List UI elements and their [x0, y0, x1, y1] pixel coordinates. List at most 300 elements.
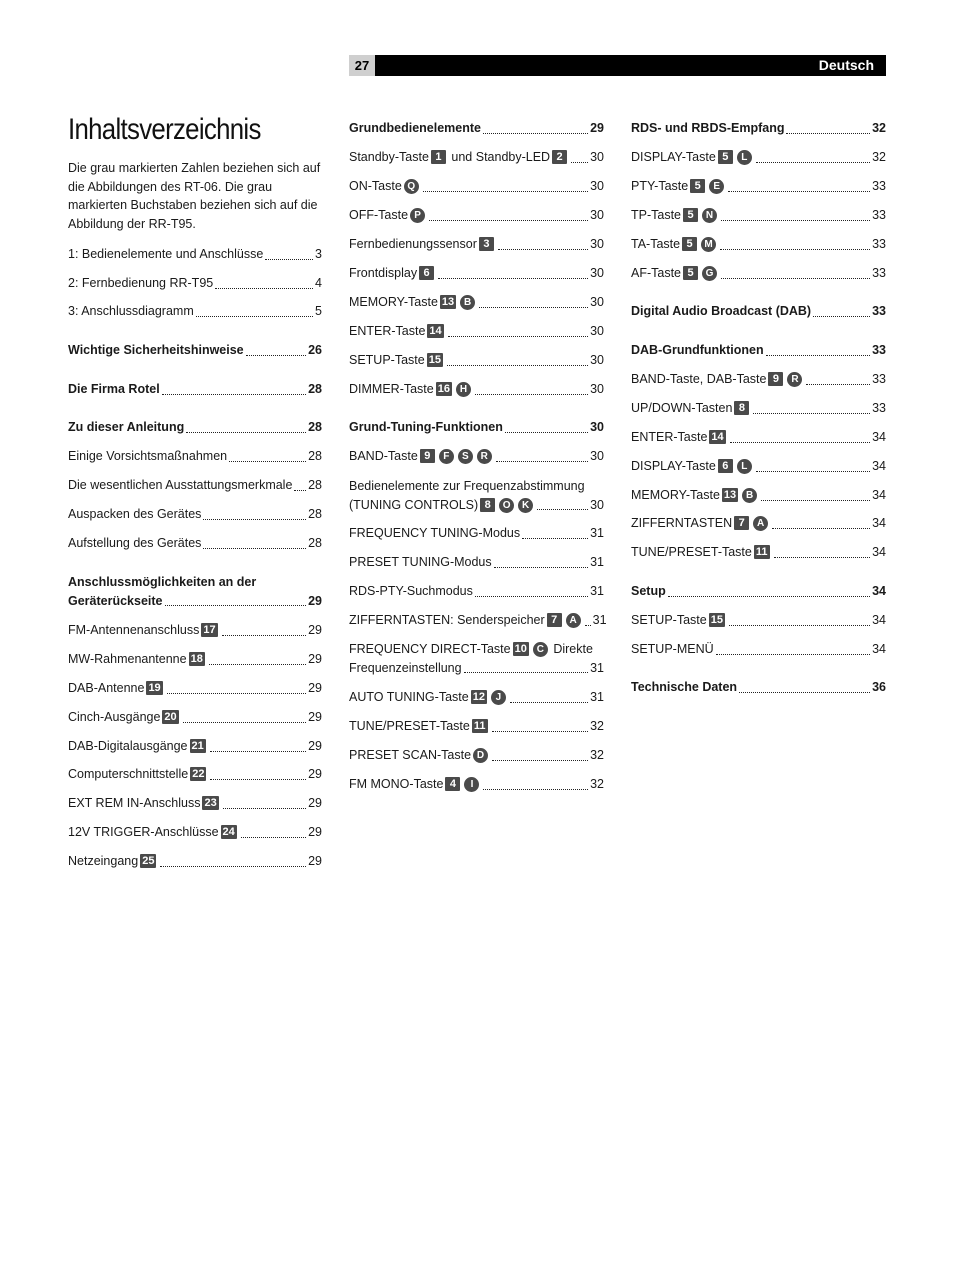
dot-leader	[246, 355, 306, 356]
dot-leader	[571, 162, 588, 163]
toc-entry[interactable]	[349, 235, 604, 254]
toc-entry-text: Anschlussmöglichkeiten an der	[68, 575, 257, 589]
toc-entry-text: DIMMER-Taste	[349, 382, 434, 396]
dot-leader	[716, 654, 870, 655]
toc-page-number: 28	[308, 507, 322, 521]
toc-page-number: 32	[590, 777, 604, 791]
dot-leader	[766, 355, 870, 356]
toc-entry-text: Die wesentlichen Ausstattungsmerkmale	[68, 478, 293, 492]
toc-entry-text: Zu dieser Anleitung	[68, 420, 185, 434]
toc-entry[interactable]	[631, 457, 886, 476]
figure-letter-badge: N	[702, 208, 717, 223]
toc-entry-text: Computerschnittstelle	[68, 767, 189, 781]
toc-entry-text: Grundbedienelemente	[349, 121, 481, 135]
toc-entry-text: TUNE/PRESET-Taste	[349, 719, 470, 733]
toc-entry[interactable]	[349, 746, 604, 765]
toc-entry-text: TP-Taste	[631, 208, 682, 222]
toc-entry[interactable]	[631, 486, 886, 505]
toc-entry-label	[68, 852, 158, 871]
dot-leader	[492, 731, 589, 732]
toc-entry[interactable]	[349, 322, 604, 341]
toc-page-number: 30	[590, 353, 604, 367]
toc-entry-text: Grund-Tuning-Funktionen	[349, 420, 503, 434]
figure-number-badge: 11	[755, 546, 768, 558]
dot-leader	[210, 751, 306, 752]
dot-leader	[294, 490, 306, 491]
toc-entry-text: 2: Fernbedienung RR-T95	[68, 276, 214, 290]
toc-page-number: 29	[308, 767, 322, 781]
toc-entry-label	[68, 650, 207, 669]
toc-page-number: 28	[308, 536, 322, 550]
toc-entry[interactable]	[631, 206, 886, 225]
toc-entry-text: 1: Bedienelemente und Anschlüsse	[68, 247, 264, 261]
toc-entry-label	[349, 293, 477, 312]
dot-leader	[475, 596, 588, 597]
toc-entry-text: DAB-Antenne	[68, 681, 145, 695]
toc-entry-text: Einige Vorsichtsmaßnahmen	[68, 449, 228, 463]
toc-page-number: 32	[872, 150, 886, 164]
toc-entry-label	[349, 775, 481, 794]
dot-leader	[483, 133, 588, 134]
dot-leader	[537, 509, 588, 510]
toc-entry-text: DAB-Grundfunktionen	[631, 343, 764, 357]
toc-page-number: 28	[308, 420, 322, 434]
dot-leader	[429, 220, 588, 221]
toc-entry-label	[631, 119, 784, 138]
toc-entry[interactable]	[68, 573, 322, 610]
figure-number-badge: 24	[222, 826, 235, 838]
dot-leader	[494, 567, 588, 568]
toc-entry[interactable]	[349, 119, 604, 138]
toc-entry-label	[68, 418, 184, 437]
toc-entry[interactable]	[68, 679, 322, 698]
toc-page-number: 30	[590, 150, 604, 164]
dot-leader	[786, 133, 870, 134]
toc-page-number: 32	[872, 121, 886, 135]
toc-page-number: 30	[590, 237, 604, 251]
figure-number-badge: 12	[472, 691, 485, 703]
toc-entry-label	[631, 640, 714, 659]
toc-entry[interactable]	[68, 341, 322, 360]
toc-entry[interactable]	[68, 380, 322, 399]
toc-entry-label	[349, 380, 473, 399]
dot-leader	[721, 278, 870, 279]
dot-leader	[756, 162, 870, 163]
toc-entry[interactable]	[631, 640, 886, 659]
toc-page-number: 29	[308, 681, 322, 695]
dot-leader	[728, 191, 870, 192]
toc-page-number: 33	[872, 343, 886, 357]
toc-entry-label	[349, 119, 481, 138]
toc-entry-label	[631, 302, 811, 321]
toc-entry[interactable]	[631, 514, 886, 533]
toc-page-number: 28	[308, 449, 322, 463]
toc-page-number: 31	[590, 584, 604, 598]
page-title: Inhaltsverzeichnis	[68, 113, 261, 146]
dot-leader	[720, 249, 870, 250]
dot-leader	[448, 336, 588, 337]
toc-entry[interactable]	[349, 611, 607, 630]
toc-entry[interactable]	[349, 351, 604, 370]
dot-leader	[203, 548, 306, 549]
toc-entry[interactable]	[68, 245, 322, 264]
toc-entry[interactable]	[68, 794, 322, 813]
figure-letter-badge: K	[518, 498, 533, 513]
toc-entry[interactable]	[68, 302, 322, 321]
toc-page-number: 30	[590, 420, 604, 434]
toc-page-number: 34	[872, 430, 886, 444]
toc-entry-text: 12V TRIGGER-Anschlüsse	[68, 825, 219, 839]
toc-entry-text: ZIFFERNTASTEN: Senderspeicher	[349, 613, 545, 627]
toc-entry-label	[68, 737, 208, 756]
figure-number-badge: 14	[711, 431, 724, 443]
toc-entry[interactable]	[68, 447, 322, 466]
dot-leader	[438, 278, 588, 279]
figure-letter-badge: B	[460, 295, 475, 310]
toc-page-number: 29	[308, 739, 322, 753]
toc-entry-text: FM MONO-Taste	[349, 777, 444, 791]
toc-entry-label	[631, 543, 772, 562]
dot-leader	[496, 461, 588, 462]
toc-entry-text: (TUNING CONTROLS)	[349, 497, 479, 512]
toc-page-number: 26	[308, 343, 322, 357]
toc-entry-line	[349, 640, 604, 659]
toc-entry[interactable]	[349, 447, 604, 466]
toc-entry-text: Wichtige Sicherheitshinweise	[68, 343, 244, 357]
toc-entry[interactable]	[68, 852, 322, 871]
toc-entry-label	[68, 341, 244, 360]
toc-page-number: 29	[308, 623, 322, 637]
toc-entry-label	[68, 505, 201, 524]
toc-entry[interactable]	[68, 765, 322, 784]
toc-entry[interactable]	[631, 611, 886, 630]
dot-leader	[464, 672, 589, 673]
toc-entry[interactable]	[349, 717, 604, 736]
dot-leader	[222, 635, 307, 636]
toc-entry[interactable]	[68, 621, 322, 640]
toc-page-number: 30	[590, 382, 604, 396]
toc-entry-label	[349, 553, 492, 572]
toc-entry[interactable]	[349, 293, 604, 312]
toc-entry[interactable]	[68, 505, 322, 524]
toc-page-number: 29	[308, 825, 322, 839]
dot-leader	[167, 693, 306, 694]
figure-number-badge: 11	[473, 720, 486, 732]
toc-page-number: 33	[872, 304, 886, 318]
toc-entry-label	[68, 447, 227, 466]
figure-number-badge: 3	[479, 237, 494, 251]
toc-page-number: 4	[315, 276, 322, 290]
figure-letter-badge: D	[473, 748, 488, 763]
toc-entry[interactable]	[349, 477, 604, 514]
dot-leader	[498, 249, 588, 250]
toc-entry-label	[68, 380, 160, 399]
toc-entry-text: EXT REM IN-Anschluss	[68, 796, 201, 810]
toc-entry[interactable]	[68, 534, 322, 553]
toc-entry-text: Direkte	[553, 642, 593, 656]
toc-entry[interactable]	[631, 582, 886, 601]
toc-page-number: 34	[872, 584, 886, 598]
figure-number-badge: 21	[191, 740, 204, 752]
toc-entry-label	[349, 177, 421, 196]
figure-letter-badge: G	[702, 266, 717, 281]
toc-entry-label	[349, 148, 569, 167]
toc-entry-line	[68, 573, 322, 592]
toc-entry-label	[349, 322, 446, 341]
figure-number-badge: 13	[723, 489, 737, 501]
toc-entry-text: TA-Taste	[631, 237, 681, 251]
toc-entry-text: Frequenzeinstellung	[349, 660, 462, 675]
dot-leader	[210, 779, 306, 780]
toc-entry-label	[68, 476, 292, 495]
toc-page-number: 28	[308, 478, 322, 492]
toc-entry-label	[349, 688, 508, 707]
toc-page-number: 34	[872, 642, 886, 656]
figure-number-badge: 7	[734, 516, 749, 530]
toc-entry-text: Setup	[631, 584, 666, 598]
figure-number-badge: 25	[142, 855, 155, 867]
toc-page-number: 31	[590, 690, 604, 704]
toc-page-number: 30	[590, 295, 604, 309]
toc-entry-label	[349, 418, 503, 437]
toc-entry-label	[631, 486, 759, 505]
toc-entry[interactable]	[631, 678, 886, 697]
toc-entry-label	[68, 621, 220, 640]
figure-number-badge: 19	[148, 682, 161, 694]
dot-leader	[479, 307, 588, 308]
toc-entry[interactable]	[349, 206, 604, 225]
toc-entry-text: ENTER-Taste	[631, 430, 708, 444]
toc-page-number: 30	[590, 449, 604, 463]
toc-entry-label	[631, 370, 804, 389]
toc-entry[interactable]	[68, 708, 322, 727]
toc-entry-label	[349, 496, 535, 515]
toc-entry[interactable]	[631, 370, 886, 389]
dot-leader	[774, 557, 871, 558]
toc-page-number: 29	[308, 593, 322, 608]
toc-entry-label	[349, 611, 583, 630]
toc-page-number: 34	[872, 516, 886, 530]
toc-entry-label	[631, 399, 751, 418]
toc-entry-label	[68, 274, 213, 293]
toc-entry-label	[349, 264, 436, 283]
toc-page-number: 33	[872, 237, 886, 251]
toc-entry-text: DISPLAY-Taste	[631, 459, 716, 473]
toc-page-number: 32	[590, 748, 604, 762]
toc-entry-text: Bedienelemente zur Frequenzabstimmung	[349, 479, 585, 493]
toc-entry-text: DISPLAY-Taste	[631, 150, 716, 164]
toc-entry-label	[68, 534, 201, 553]
toc-entry[interactable]	[631, 341, 886, 360]
toc-page-number: 34	[872, 488, 886, 502]
toc-entry-text: TUNE/PRESET-Taste	[631, 545, 752, 559]
toc-entry[interactable]	[349, 553, 604, 572]
toc-entry-label	[349, 659, 462, 678]
toc-page-number: 33	[872, 179, 886, 193]
dot-leader	[423, 191, 588, 192]
toc-page-number: 36	[872, 680, 886, 694]
toc-entry-text: Fernbedienungssensor	[349, 237, 477, 251]
toc-entry[interactable]	[631, 543, 886, 562]
dot-leader	[772, 528, 870, 529]
toc-entry-text: PRESET SCAN-Taste	[349, 748, 472, 762]
toc-entry[interactable]	[68, 418, 322, 437]
dot-leader	[813, 316, 870, 317]
dot-leader	[753, 413, 870, 414]
toc-entry[interactable]	[349, 418, 604, 437]
figure-letter-badge: I	[464, 777, 479, 792]
toc-entry-label	[349, 447, 494, 466]
figure-letter-badge: O	[499, 498, 514, 513]
toc-entry-label	[349, 746, 490, 765]
dot-leader	[483, 789, 588, 790]
toc-page-number: 32	[590, 719, 604, 733]
toc-page-number: 3	[315, 247, 322, 261]
toc-page-number: 33	[872, 401, 886, 415]
toc-entry-text: RDS- und RBDS-Empfang	[631, 121, 785, 135]
toc-entry[interactable]	[349, 524, 604, 543]
toc-page-number: 33	[872, 208, 886, 222]
figure-letter-badge: J	[491, 690, 506, 705]
toc-entry-text: ON-Taste	[349, 179, 402, 193]
dot-leader	[806, 384, 870, 385]
toc-entry-label	[631, 235, 718, 254]
toc-page-number: 30	[590, 208, 604, 222]
toc-entry[interactable]	[631, 235, 886, 254]
toc-page-number: 31	[590, 660, 604, 675]
toc-entry-text: SETUP-MENÜ	[631, 642, 714, 656]
toc-page-number: 34	[872, 545, 886, 559]
figure-letter-badge: Q	[404, 179, 419, 194]
dot-leader	[186, 432, 306, 433]
toc-entry-label	[349, 582, 473, 601]
toc-page-number: 34	[872, 459, 886, 473]
toc-entry[interactable]	[68, 650, 322, 669]
figure-number-badge: 14	[429, 325, 442, 337]
toc-entry[interactable]	[631, 399, 886, 418]
figure-letter-badge: A	[753, 516, 768, 531]
dot-leader	[756, 471, 870, 472]
figure-number-badge: 2	[552, 150, 567, 164]
toc-entry[interactable]	[349, 688, 604, 707]
toc-entry-text: Geräterückseite	[68, 593, 163, 608]
toc-page-number: 5	[315, 304, 322, 318]
figure-letter-badge: M	[701, 237, 716, 252]
figure-letter-badge: L	[737, 150, 752, 165]
figure-number-badge: 1	[431, 150, 446, 164]
dot-leader	[203, 519, 306, 520]
toc-entry[interactable]	[631, 119, 886, 138]
toc-entry-label	[631, 678, 737, 697]
toc-entry[interactable]	[631, 428, 886, 447]
figure-number-badge: 7	[547, 613, 562, 627]
toc-entry-label	[631, 148, 754, 167]
toc-entry[interactable]	[349, 380, 604, 399]
toc-entry-text: UP/DOWN-Tasten	[631, 401, 733, 415]
toc-entry[interactable]	[68, 823, 322, 842]
toc-page-number: 34	[872, 613, 886, 627]
toc-page-number: 30	[590, 266, 604, 280]
toc-entry-label	[631, 264, 719, 283]
figure-letter-badge: F	[439, 449, 454, 464]
toc-entry-label	[631, 514, 770, 533]
toc-entry[interactable]	[631, 177, 886, 196]
toc-entry[interactable]	[68, 737, 322, 756]
toc-entry[interactable]	[68, 476, 322, 495]
figure-number-badge: 5	[718, 150, 733, 164]
figure-number-badge: 9	[420, 449, 435, 463]
toc-entry[interactable]	[349, 177, 604, 196]
dot-leader	[160, 866, 306, 867]
figure-letter-badge: E	[709, 179, 724, 194]
dot-leader	[510, 702, 588, 703]
toc-entry-text: Standby-Taste	[349, 150, 429, 164]
toc-entry[interactable]	[349, 640, 604, 677]
toc-entry[interactable]	[349, 582, 604, 601]
toc-entry-label	[68, 765, 208, 784]
toc-page-number: 33	[872, 372, 886, 386]
toc-entry[interactable]	[631, 264, 886, 283]
figure-number-badge: 17	[203, 624, 216, 636]
dot-leader	[730, 442, 870, 443]
toc-entry[interactable]	[68, 274, 322, 293]
toc-entry-label	[631, 341, 764, 360]
toc-entry-text: PTY-Taste	[631, 179, 689, 193]
dot-leader	[223, 808, 306, 809]
figure-number-badge: 4	[445, 777, 460, 791]
dot-leader	[165, 605, 307, 606]
toc-entry[interactable]	[631, 302, 886, 321]
toc-entry[interactable]	[631, 148, 886, 167]
toc-entry-text: Netzeingang	[68, 854, 139, 868]
figure-number-badge: 10	[514, 643, 527, 655]
toc-entry-label	[68, 794, 221, 813]
toc-entry-text: FREQUENCY DIRECT-Taste	[349, 642, 511, 656]
toc-entry-text: Die Firma Rotel	[68, 382, 160, 396]
figure-number-badge: 22	[192, 768, 205, 780]
toc-entry-text: DAB-Digitalausgänge	[68, 739, 188, 753]
toc-entry-label	[68, 592, 163, 611]
figure-number-badge: 5	[683, 266, 698, 280]
toc-entry-label	[68, 679, 165, 698]
toc-entry-label	[68, 302, 194, 321]
language-label: Deutsch	[818, 57, 874, 73]
figure-number-badge: 9	[768, 372, 783, 386]
toc-entry-text: OFF-Taste	[349, 208, 409, 222]
toc-page-number: 31	[590, 526, 604, 540]
toc-entry-label	[68, 823, 239, 842]
dot-leader	[241, 837, 306, 838]
intro-text: Die grau markierten Zahlen beziehen sich auf die Abbildungen des RT-06. Die grau markierten Buchstaben beziehen sich auf die Abbildung der RR-T95.	[68, 161, 321, 231]
toc-entry-label	[68, 245, 263, 264]
toc-entry-text: ENTER-Taste	[349, 324, 426, 338]
toc-entry-text: AF-Taste	[631, 266, 682, 280]
toc-entry-label	[631, 457, 754, 476]
dot-leader	[229, 461, 306, 462]
figure-letter-badge: H	[456, 382, 471, 397]
toc-entry-text: BAND-Taste, DAB-Taste	[631, 372, 767, 386]
toc-entry-text: FM-Antennenanschluss	[68, 623, 200, 637]
dot-leader	[761, 500, 870, 501]
toc-entry[interactable]	[349, 264, 604, 283]
toc-entry[interactable]	[349, 148, 604, 167]
toc-entry-text: Digital Audio Broadcast (DAB)	[631, 304, 812, 318]
page-number: 27	[349, 55, 375, 76]
toc-entry-label	[349, 351, 445, 370]
toc-entry[interactable]	[349, 775, 604, 794]
figure-number-badge: 8	[734, 401, 749, 415]
toc-page-number: 31	[592, 613, 607, 627]
